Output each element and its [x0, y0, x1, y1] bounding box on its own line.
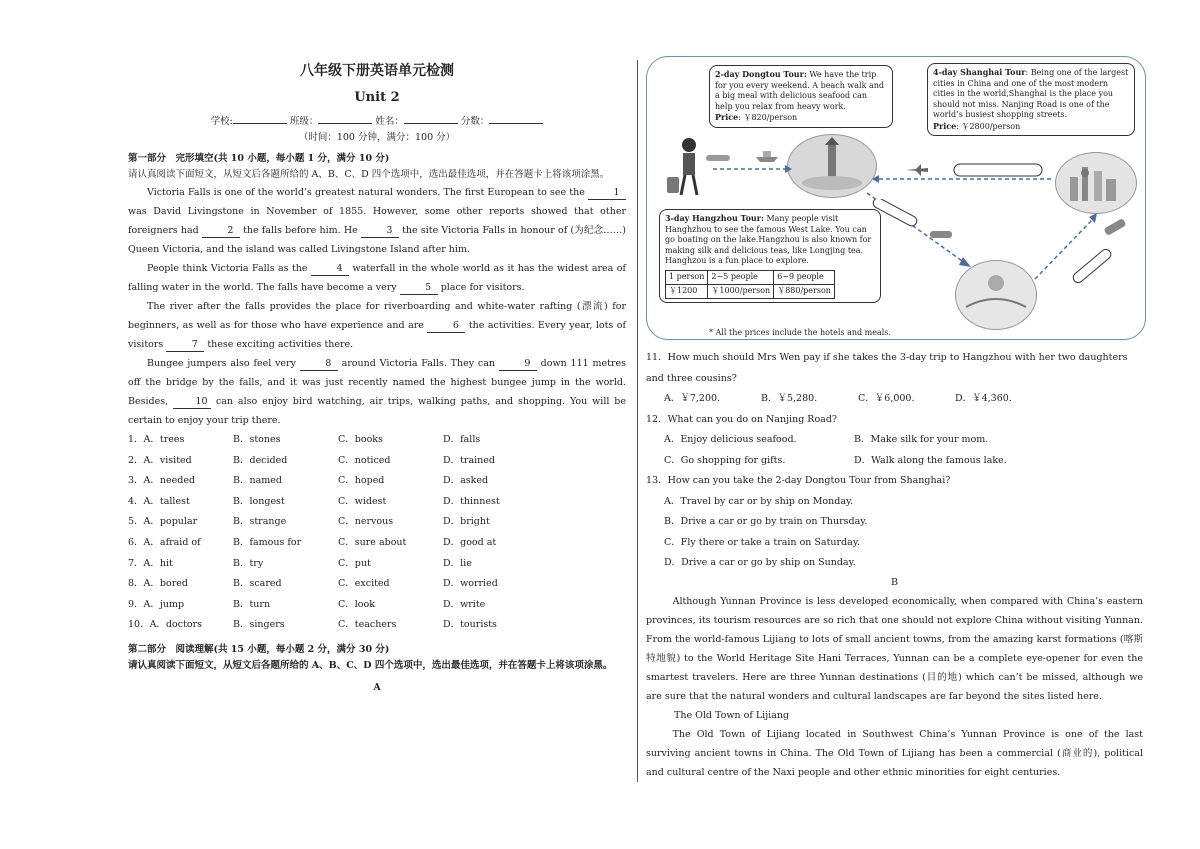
option-row: 4．A．tallest B．longest C．widest D．thinnest [128, 495, 500, 507]
question-12-options [646, 451, 1143, 472]
answer-option[interactable]: C．￥6,000. [858, 393, 915, 404]
page-title: 八年级下册英语单元检测 [300, 63, 454, 79]
cloze-options [128, 430, 626, 636]
ship-icon [755, 149, 779, 163]
option-row: 3．A．needed B．named C．hoped D．asked [128, 475, 489, 487]
option-row: 10．A．doctors B．singers C．teachers D．tourists [128, 619, 497, 631]
answer-option[interactable]: A．Travel by car or by ship on Monday. [664, 495, 854, 507]
cloze-paragraph-3: The river after the falls provides the place for riverboarding and white-water rafting (漂流) for beginners, as well as for those who have experience and are 6 the activities. Every year, lots of visitors 7 these exciting activities there. [128, 301, 626, 350]
option-row: 1．A．trees B．stones C．books D．falls [128, 434, 481, 445]
cloze-gap: 8 [300, 358, 338, 371]
score-blank[interactable] [489, 113, 543, 124]
answer-option[interactable]: D．￥4,360. [955, 393, 1012, 404]
question-block [646, 348, 1143, 574]
train-icon [1067, 247, 1117, 287]
option-row: 5．A．popular B．strange C．nervous D．bright [128, 516, 490, 528]
car-icon [1103, 217, 1129, 237]
question-13: 13．How can you take the 2-day Dongtou Tour from Shanghai? [646, 475, 951, 486]
answer-option[interactable]: B．Make silk for your mom. [854, 434, 989, 445]
answer-option[interactable]: C．Fly there or take a train on Saturday. [664, 536, 860, 548]
cloze-gap: 7 [166, 339, 204, 352]
passage-b-paragraph-1: Although Yunnan Province is less developed economically, when compared with China’s eastern provinces, its tourism resources are so rich that one should not explore China without visiting Yunnan. From the world-famous Lijiang to lots of small ancient towns, from the amazing karst formations (喀斯特地貌) to the World Heritage Site Hani Terraces, Yunnan can be a complete eye-opener for even the smartest travelers. Here are three Yunnan destinations (目的地) which can’t be missed, although we are sure that the natural wonders and cultural landscapes are far beyond the sites listed here. [646, 595, 1143, 702]
cloze-gap: 2 [202, 225, 240, 238]
answer-option[interactable]: D．Walk along the famous lake. [854, 454, 1007, 466]
cloze-paragraph-2: People think Victoria Falls as the 4 waterfall in the whole world as it has the widest area of falling water in the world. The falls have become a very 5 place for visitors. [128, 263, 626, 293]
train-icon [953, 161, 1043, 179]
cloze-gap: 6 [427, 320, 465, 333]
time-limit: （时间：100 分钟，满分：100 分） [298, 132, 456, 143]
part1-instruction: 请认真阅读下面短文，从短文后各题所给的 A、B、C、D 四个选项中，选出最佳选项，并在答题卡上将该项涂黑。 [128, 169, 610, 180]
answer-option[interactable]: A．￥7,200. [664, 393, 721, 404]
class-label: 班级： [289, 116, 319, 127]
name-label: 姓名： [375, 116, 404, 127]
route-arrows [647, 57, 1145, 339]
answer-option[interactable]: A．Enjoy delicious seafood. [664, 434, 797, 445]
train-icon [869, 199, 921, 229]
hangzhou-price-table: 1 person 2~5 people 6~9 people ￥1200 ￥1000/person ￥880/person [665, 270, 835, 299]
cloze-gap: 5 [400, 282, 438, 295]
tour-map-figure [646, 56, 1146, 340]
score-label: 分数： [460, 116, 490, 127]
car-icon [929, 227, 953, 241]
question-11-options [646, 389, 1143, 410]
cloze-gap: 3 [361, 225, 399, 238]
option-row: 9．A．jump B．turn C．look D．write [128, 598, 486, 610]
column-divider [637, 60, 638, 782]
part2-instruction: 请认真阅读下面短文，从短文后各题所给的 A、B、C、D 四个选项中，选出最佳选项，并在答题卡上将该项涂黑。 [128, 659, 613, 671]
plane-icon [905, 163, 929, 177]
right-column [646, 56, 1143, 782]
answer-option[interactable]: B．￥5,280. [761, 393, 818, 404]
cloze-gap: 10 [173, 396, 211, 409]
left-column [128, 56, 626, 693]
car-icon [705, 151, 731, 163]
passage-b-paragraph-2: The Old Town of Lijiang located in Southwest China’s Yunnan Province is one of the last surviving ancient towns in China. The Old Town of Lijiang has been a commercial (商业的), political and cultural centre of the Naxi people and other ethnic minorities for eight centuries. [646, 728, 1143, 778]
question-12-options [646, 430, 1143, 451]
option-row: 8．A．bored B．scared C．excited D．worried [128, 578, 498, 590]
class-blank[interactable] [318, 113, 372, 124]
option-row: 7．A．hit B．try C．put D．lie [128, 557, 472, 569]
passage-a-label: A [373, 681, 381, 693]
dongtou-tour-bubble: 2-day Dongtou Tour: We have the trip for you every weekend. A beach walk and a big meal with delicious seafood can help you relax from heavy work. Price: ￥820/person [709, 65, 893, 128]
cloze-paragraph-1: Victoria Falls is one of the world’s greatest natural wonders. The first European to see the 1 was David Livingstone in November of 1855. However, some other reports showed that other foreigners had 2 the falls before him. He 3 the site Victoria Falls in honour of (为纪念……) Queen Victoria, and the island was called Livingstone Island after him. [128, 187, 626, 255]
price-footnote: * All the prices include the hotels and meals. [709, 328, 891, 337]
part1-heading: 第一部分 完形填空(共 10 小题，每小题 1 分，满分 10 分) [128, 153, 390, 164]
unit-title: Unit 2 [354, 90, 400, 105]
answer-option[interactable]: B．Drive a car or go by train on Thursday. [664, 516, 868, 527]
option-row: 6．A．afraid of B．famous for C．sure about D．good at [128, 536, 497, 548]
option-row: 2．A．visited B．decided C．noticed D．trained [128, 454, 495, 466]
school-label: 学校: [210, 116, 233, 127]
passage-b-label: B [891, 576, 898, 588]
cloze-gap: 9 [499, 358, 537, 371]
cloze-gap: 4 [311, 263, 349, 276]
cloze-gap: 1 [588, 187, 626, 200]
part2-heading: 第二部分 阅读理解(共 15 小题，每小题 2 分，满分 30 分) [128, 643, 390, 655]
answer-option[interactable]: D．Drive a car or go by ship on Sunday. [664, 557, 856, 568]
student-info-line [128, 113, 626, 127]
hangzhou-tour-bubble: 3-day Hangzhou Tour: Many people visit Hanghzhou to see the famous West Lake. You can go boating on the lake.Hangzhou is also known for making silk and delicious teas, like Longjing tea. Hanghzou is a fun place to explore. 1 person 2~5 people 6~9 people ￥1200 ￥1000/person ￥880/person [659, 209, 881, 303]
school-blank[interactable] [233, 113, 287, 124]
name-blank[interactable] [404, 113, 458, 124]
shanghai-tour-bubble: 4-day Shanghai Tour: Being one of the largest cities in China and one of the most modern cities in the world,Shanghai is the place you should not miss. Nanjing Road is one of the world’s busiest shopping streets. Price: ￥2800/person [927, 63, 1135, 136]
question-11: 11．How much should Mrs Wen pay if she takes the 3-day trip to Hangzhou with her two daughters and three cousins? [646, 352, 1128, 384]
passage-b-subtitle: The Old Town of Lijiang [674, 709, 790, 721]
question-12: 12．What can you do on Nanjing Road? [646, 413, 838, 425]
cloze-paragraph-4: Bungee jumpers also feel very 8 around Victoria Falls. They can 9 down 111 metres off the bridge by the falls, and it was just recently named the highest bungee jump in the world. Besides, 10 can also enjoy bird watching, air trips, walking paths, and shopping. You will be certain to enjoy your trip there. [128, 358, 627, 426]
answer-option[interactable]: C．Go shopping for gifts. [664, 454, 786, 466]
